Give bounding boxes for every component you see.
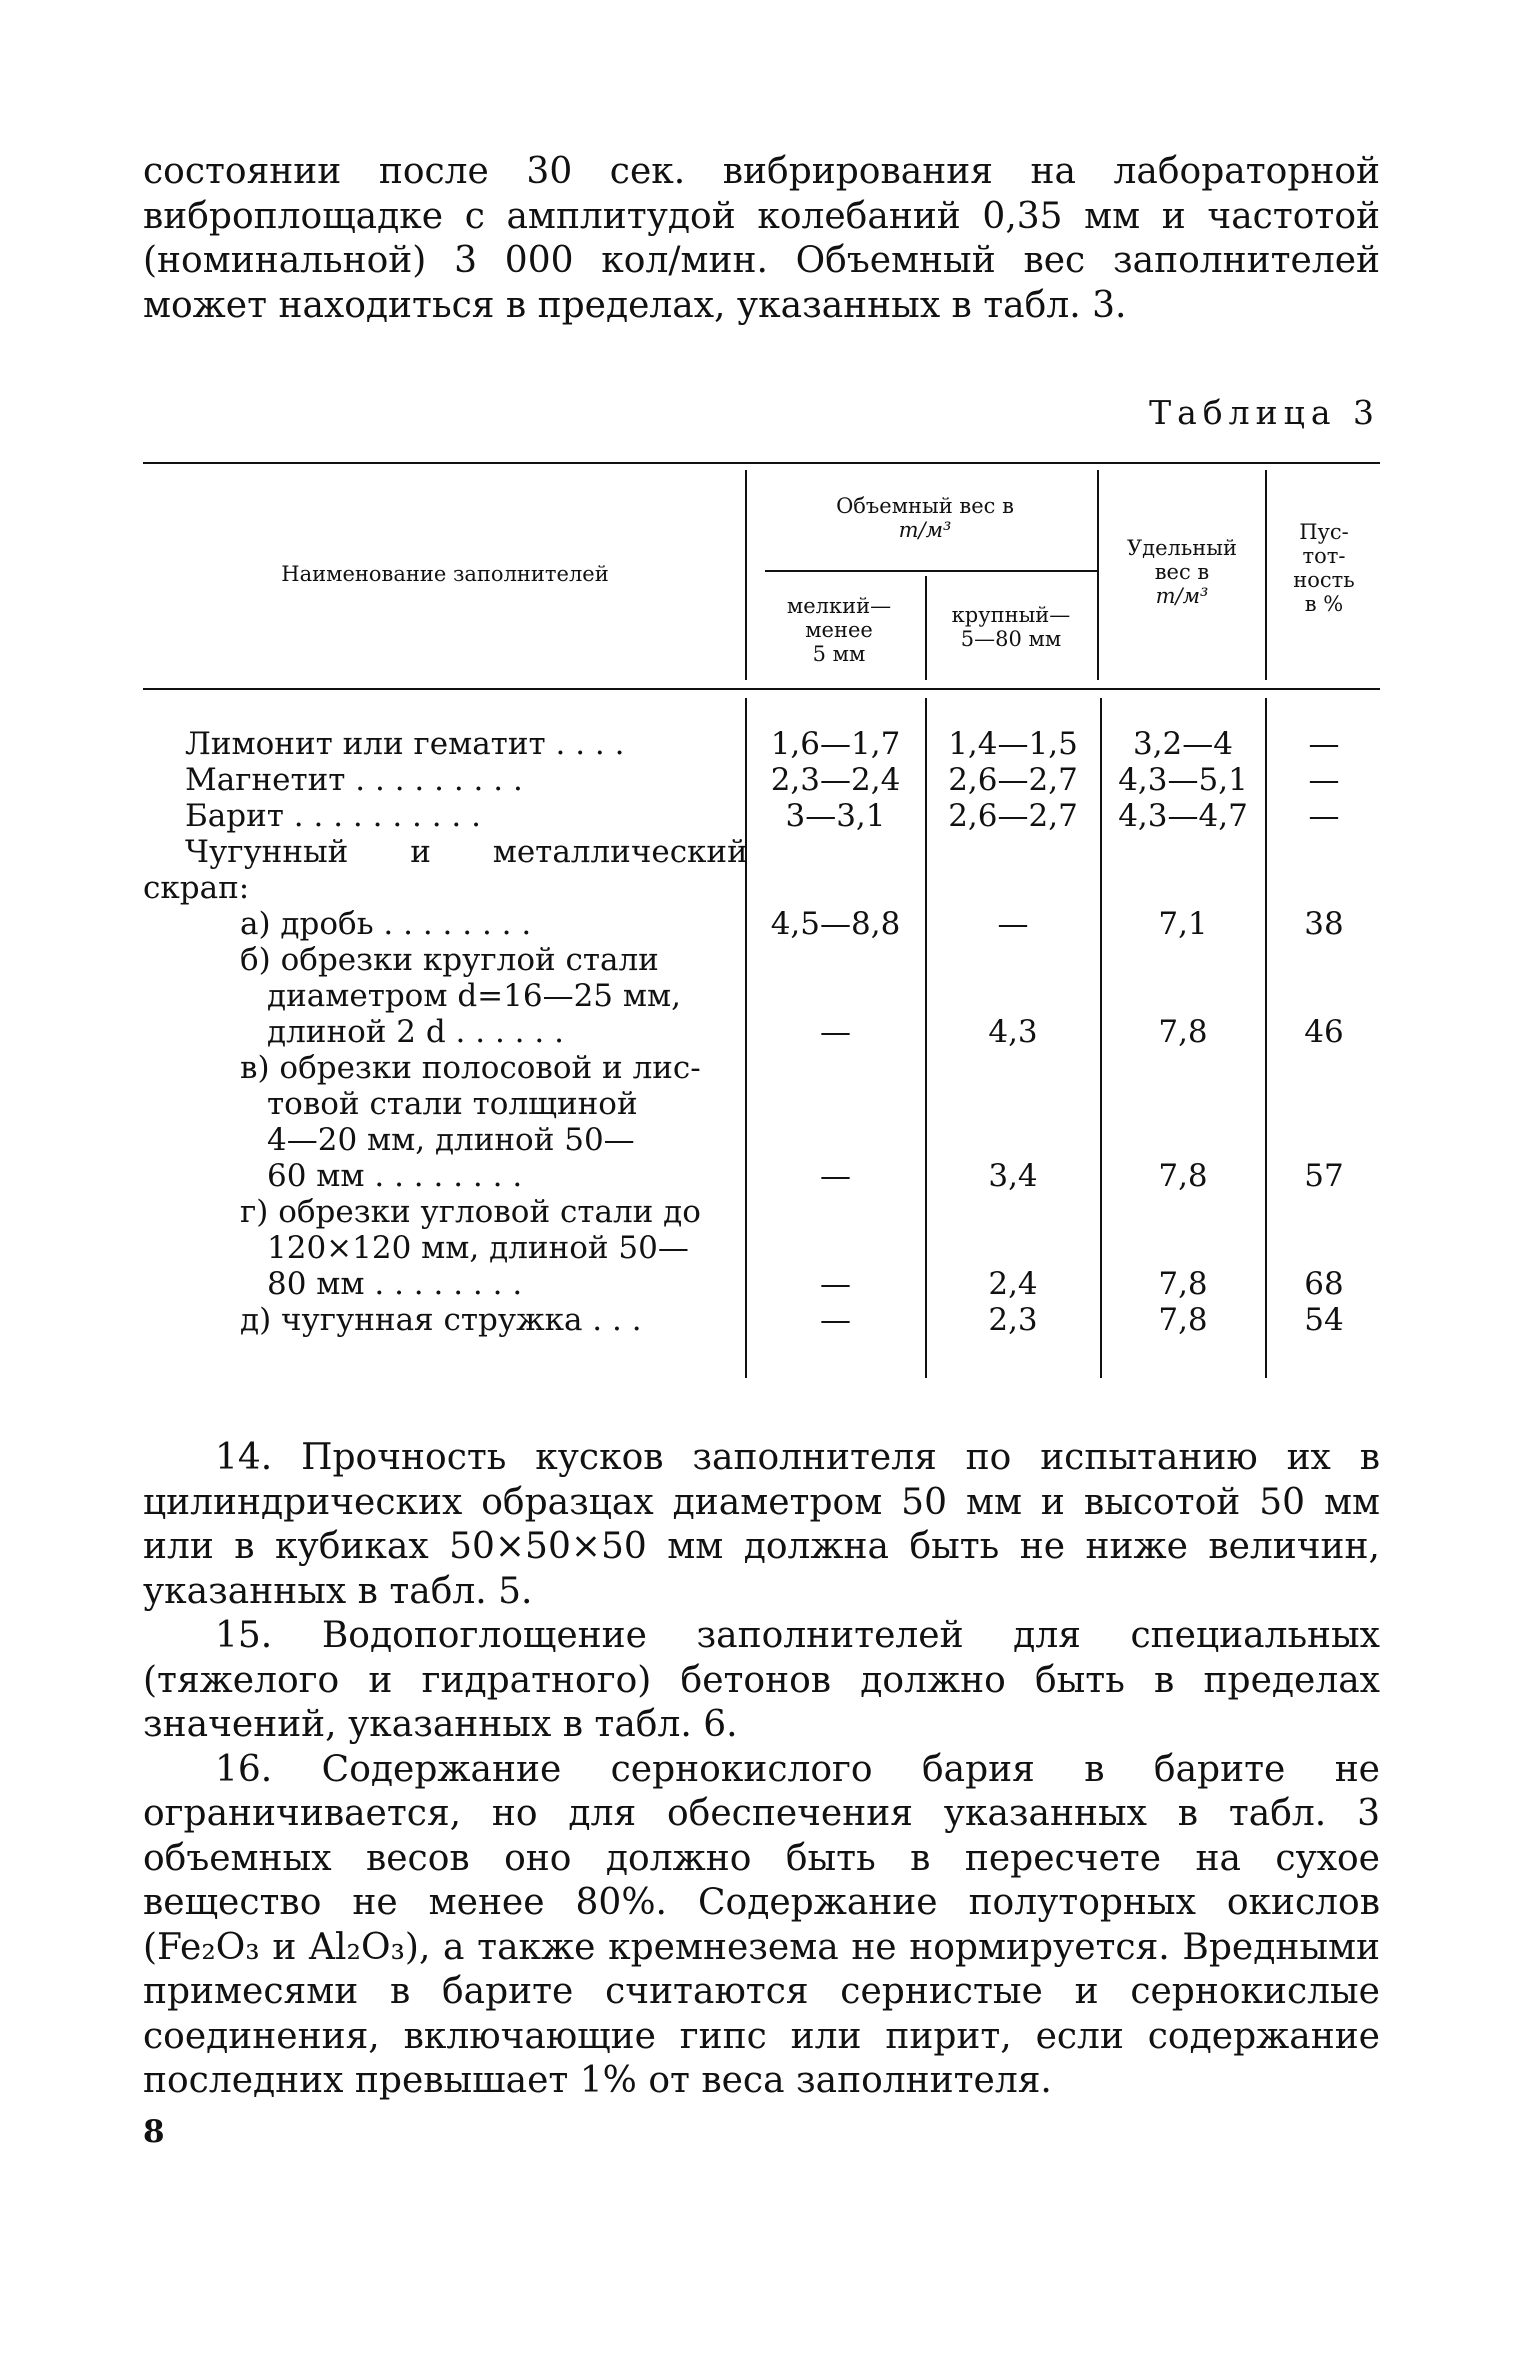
header-fine	[755, 594, 923, 666]
header-volume-group	[760, 494, 1090, 542]
cell-coarse: 3,4	[988, 1158, 1038, 1194]
cell-specific: 7,8	[1158, 1266, 1208, 1302]
cell-specific: 7,8	[1158, 1158, 1208, 1194]
item-c-text: товой стали толщиной	[267, 1086, 638, 1122]
item-e-text: д) чугунная стружка . . .	[240, 1302, 642, 1338]
cell-coarse: 2,6—2,7	[948, 762, 1078, 798]
header-specific-line: Удельный	[1126, 536, 1237, 560]
cell-fine: —	[820, 1266, 851, 1302]
cell-coarse: 1,4—1,5	[948, 726, 1078, 762]
volume-subheader-rule	[765, 570, 1097, 572]
item-b-text: б) обрезки круглой стали	[240, 942, 659, 978]
item-a-text: а) дробь . . . . . . . .	[240, 906, 532, 942]
column-divider	[745, 698, 747, 1378]
intro-paragraph	[143, 150, 1380, 328]
header-voids-line: тот-	[1302, 544, 1346, 568]
cell-specific: 3,2—4	[1132, 726, 1234, 762]
item-b-text: диаметром d=16—25 мм,	[267, 978, 681, 1014]
row-name: Магнетит . . . . . . . . .	[185, 762, 523, 798]
body-paragraphs	[143, 1436, 1380, 2104]
cell-voids: 54	[1304, 1302, 1344, 1338]
cell-voids: —	[1308, 726, 1340, 762]
cell-coarse: 2,6—2,7	[948, 798, 1078, 834]
table-top-rule	[143, 462, 1380, 464]
header-divider	[745, 470, 747, 680]
header-voids-line: Пус-	[1299, 520, 1349, 544]
cell-fine: 1,6—1,7	[770, 726, 901, 762]
header-voids-line: ность	[1293, 568, 1355, 592]
column-divider	[1100, 698, 1102, 1378]
cell-specific: 7,8	[1158, 1302, 1208, 1338]
cell-fine: —	[820, 1158, 851, 1194]
cell-coarse: —	[997, 906, 1029, 942]
item-c-text: 4—20 мм, длиной 50—	[267, 1122, 635, 1158]
cell-fine: —	[820, 1302, 851, 1338]
column-divider	[1265, 698, 1267, 1378]
cell-fine: 2,3—2,4	[770, 762, 901, 798]
item-c-text: 60 мм . . . . . . . .	[267, 1158, 523, 1194]
intro-text: состоянии после 30 сек. вибрирования на лабораторной виброплощадке с амплитудой колебаний 0,35 мм и частотой (номинальной) 3 000 кол/мин. Объемный вес заполнителей может находиться в пределах, указанных в табл. 3.	[143, 151, 1380, 326]
cell-coarse: 2,3	[988, 1302, 1038, 1338]
item-b-text: длиной 2 d . . . . . .	[267, 1014, 564, 1050]
header-specific-line: вес в	[1154, 560, 1210, 584]
cell-voids: 38	[1304, 906, 1344, 942]
cell-specific: 4,3—5,1	[1118, 762, 1248, 798]
cell-fine: 4,5—8,8	[770, 906, 901, 942]
cell-voids: 57	[1304, 1158, 1344, 1194]
header-divider	[925, 576, 927, 680]
header-divider	[1097, 470, 1099, 680]
cell-specific: 4,3—4,7	[1118, 798, 1248, 834]
table-caption: Таблица 3	[1149, 393, 1380, 432]
header-coarse-line: крупный—	[951, 603, 1071, 627]
item-d-text: 80 мм . . . . . . . .	[267, 1266, 523, 1302]
cell-coarse: 2,4	[988, 1266, 1038, 1302]
row-name: Лимонит или гематит . . . .	[185, 726, 625, 762]
cell-fine: —	[820, 1014, 851, 1050]
header-specific-weight	[1102, 536, 1262, 608]
item-d-text: г) обрезки угловой стали до	[240, 1194, 701, 1230]
scrap-heading	[185, 834, 748, 870]
row-name: Барит . . . . . . . . . .	[185, 798, 481, 834]
header-name: Наименование заполнителей	[281, 562, 609, 586]
header-bottom-rule	[143, 688, 1380, 690]
header-fine-line: мелкий—	[786, 594, 892, 618]
header-coarse	[928, 603, 1094, 651]
header-volume-line: Объемный вес в	[836, 494, 1014, 518]
header-voids-line: в %	[1304, 592, 1344, 616]
paragraph-16: 16. Содержание сернокислого бария в барите не ограничивается, но для обеспечения указанных в табл. 3 объемных весов оно должно быть в пересчете на сухое вещество не менее 80%. Содержание полуторных окислов (Fe₂O₃ и Al₂O₃), а также кремнезема не нормируется. Вредными примесями в барите считаются сернистые и сернокислые соединения, включающие гипс или пирит, если содержание последних превышает 1% от веса заполнителя.	[143, 1748, 1380, 2101]
cell-fine: 3—3,1	[785, 798, 886, 834]
header-voids	[1268, 520, 1380, 616]
cell-voids: 68	[1304, 1266, 1344, 1302]
cell-specific: 7,8	[1158, 1014, 1208, 1050]
header-coarse-line: 5—80 мм	[960, 627, 1062, 651]
item-c-text: в) обрезки полосовой и лис-	[240, 1050, 701, 1086]
cell-voids: —	[1308, 762, 1340, 798]
cell-voids: 46	[1304, 1014, 1344, 1050]
cell-voids: —	[1308, 798, 1340, 834]
cell-coarse: 4,3	[988, 1014, 1038, 1050]
header-specific-line: т/м³	[1155, 584, 1209, 608]
header-fine-line: 5 мм	[812, 642, 866, 666]
header-divider	[1265, 470, 1267, 680]
item-d-text: 120×120 мм, длиной 50—	[267, 1230, 689, 1266]
paragraph-14: 14. Прочность кусков заполнителя по испытанию их в цилиндрических образцах диаметром 50 мм и высотой 50 мм или в кубиках 50×50×50 мм должна быть не ниже величин, указанных в табл. 5.	[143, 1437, 1380, 1612]
cell-specific: 7,1	[1158, 906, 1208, 942]
page-number: 8	[143, 2114, 165, 2150]
scrap-heading-cont: скрап:	[143, 870, 250, 906]
header-fine-line: менее	[805, 618, 873, 642]
column-divider	[925, 698, 927, 1378]
header-volume-unit: т/м³	[898, 518, 952, 542]
scrap-heading-text: Чугунный и металлический	[185, 834, 748, 870]
paragraph-15: 15. Водопоглощение заполнителей для специальных (тяжелого и гидратного) бетонов должно быть в пределах значений, указанных в табл. 6.	[143, 1615, 1380, 1745]
